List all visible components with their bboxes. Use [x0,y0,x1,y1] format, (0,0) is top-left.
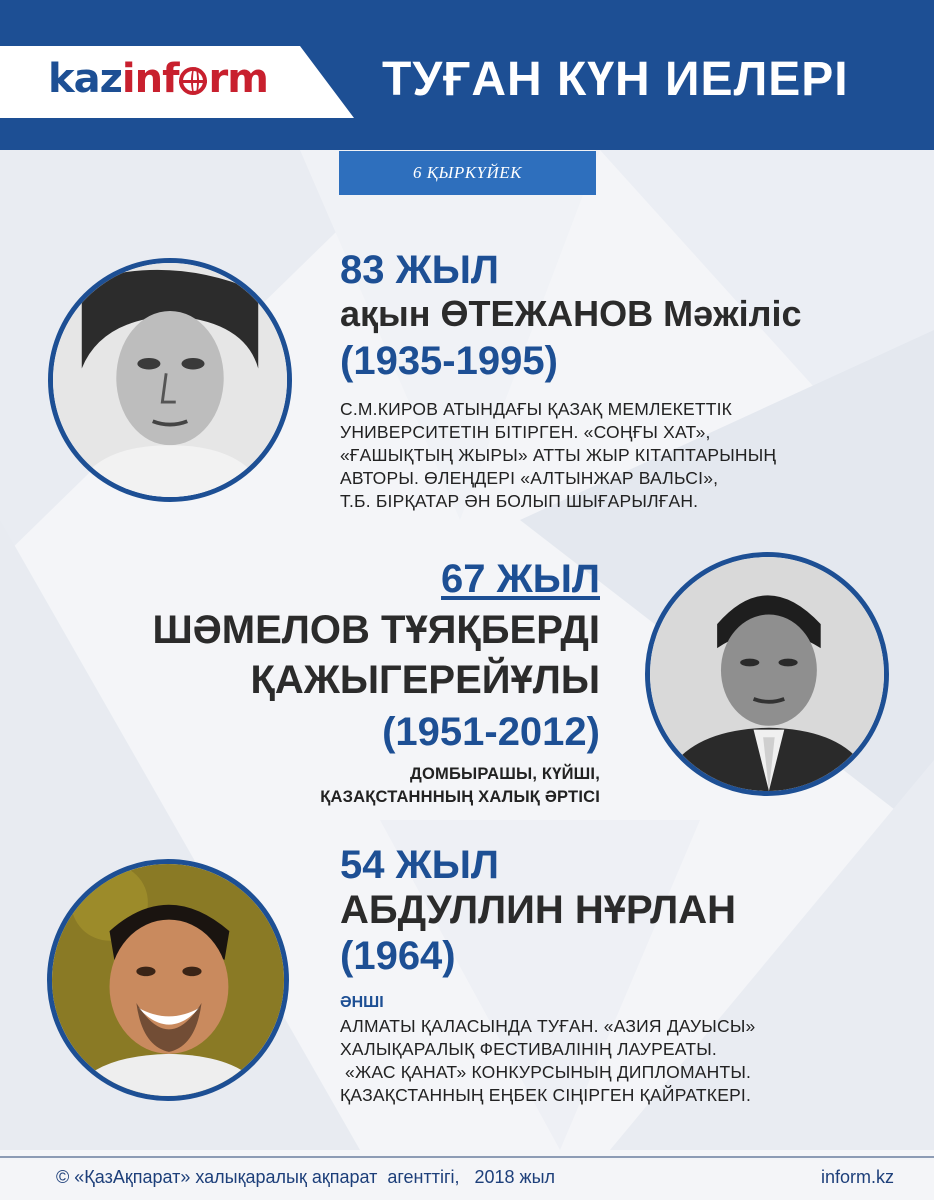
person-description: АЛМАТЫ ҚАЛАСЫНДА ТУҒАН. «АЗИЯ ДАУЫСЫ» ХАЛЫҚАРАЛЫҚ ФЕСТИВАЛІНІҢ ЛАУРЕАТЫ. «ЖАС ҚАНАТ» КОНКУРСЫНЫҢ ДИПЛОМАНТЫ. ҚАЗАҚСТАННЫҢ ЕҢБЕК СІҢІРГЕН ҚАЙРАТКЕРІ. [340,1016,756,1105]
footer-site-link[interactable]: inform.kz [820,1167,894,1187]
date-badge: 6 ҚЫРКҮЙЕК [339,151,596,195]
person-name: АБДУЛЛИН НҰРЛАН [340,888,736,932]
logo-text-inf: inf [121,56,179,102]
age-label: 67 ЖЫЛ [441,557,600,601]
portrait-abdullin [47,859,289,1101]
age-label: 54 ЖЫЛ [340,843,499,887]
life-years: (1951-2012) [382,710,600,754]
page-title: ТУҒАН КҮН ИЕЛЕРІ [382,53,849,106]
life-years: (1964) [340,934,456,978]
logo-text-rm: rm [208,56,268,102]
globe-icon [179,67,207,95]
age-label: 83 ЖЫЛ [340,248,499,292]
logo-text-kaz: kaz [48,56,122,102]
person-name: ақын ӨТЕЖАНОВ Мәжіліс [340,293,802,334]
life-years: (1935-1995) [340,339,558,383]
person-description: ДОМБЫРАШЫ, КҮЙШІ, ҚАЗАҚСТАНННЫҢ ХАЛЫҚ ӘРТІСІ [320,765,600,806]
person-shamelov [60,557,600,809]
person-name: ШӘМЕЛОВ ТҰЯҚБЕРДІ ҚАЖЫГЕРЕЙҰЛЫ [152,608,600,702]
portrait-shamelov [645,552,889,796]
person-description: С.М.КИРОВ АТЫНДАҒЫ ҚАЗАҚ МЕМЛЕКЕТТІК УНИВЕРСИТЕТІН БІТІРГЕН. «СОҢҒЫ ХАТ», «ҒАШЫҚТЫҢ ЖЫРЫ» АТТЫ ЖЫР КІТАПТАРЫНЫҢ АВТОРЫ. ӨЛЕҢДЕРІ «АЛТЫНЖАР ВАЛЬСІ», Т.Б. БІРҚАТАР ӘН БОЛЫП ШЫҒАРЫЛҒАН. [340,399,777,511]
kazinform-logo[interactable] [48,56,268,102]
person-abdullin [340,843,920,1107]
portrait-otezhanov [48,258,292,502]
footer [0,1156,934,1200]
person-role: ӘНШІ [340,994,384,1011]
footer-copyright: © «ҚазАқпарат» халықаралық ақпарат агенттігі, 2018 жыл [56,1167,556,1187]
person-otezhanov [340,248,920,513]
